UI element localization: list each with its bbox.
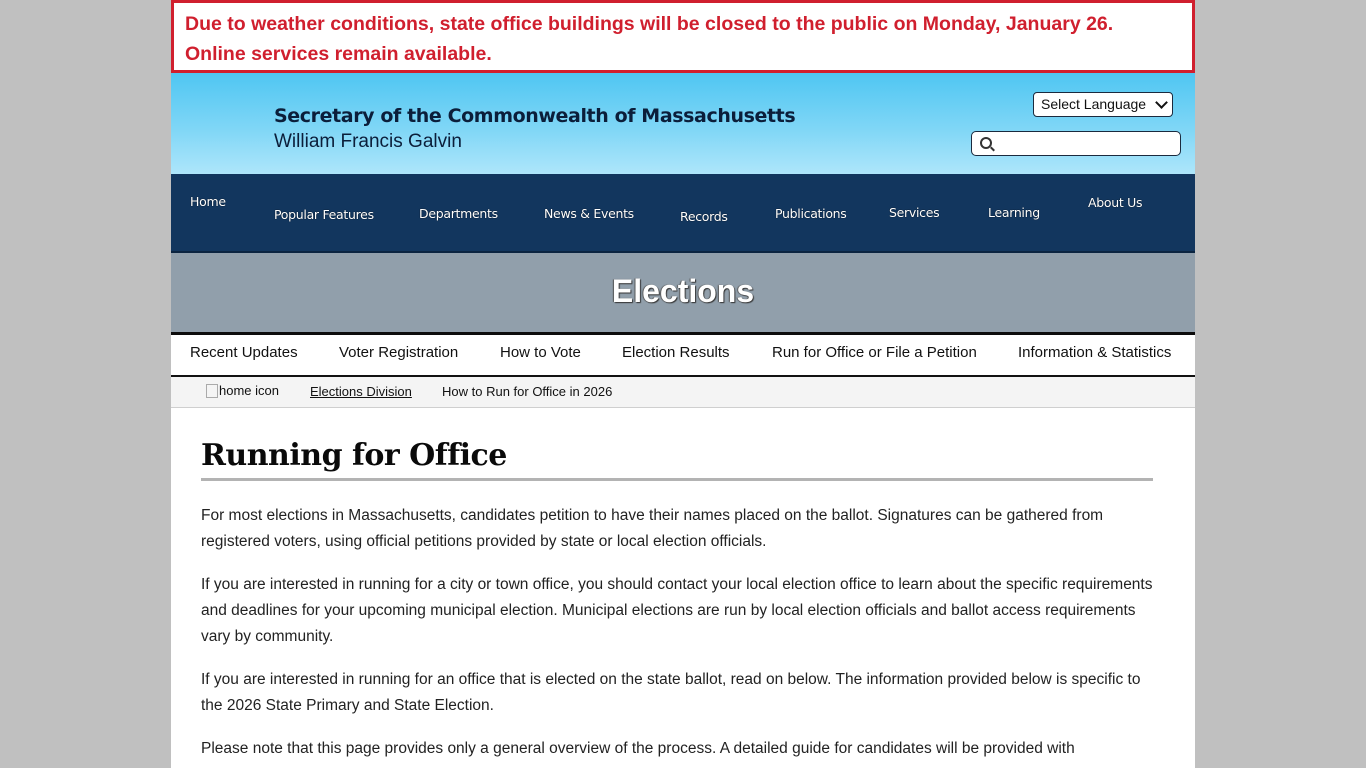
search-icon [980,137,992,149]
breadcrumb-current: How to Run for Office in 2026 [442,384,613,399]
subnav-run-for-office[interactable]: Run for Office or File a Petition [772,344,977,361]
main-nav [171,174,1195,253]
subnav-information-statistics[interactable]: Information & Statistics [1018,344,1172,361]
nav-learning[interactable]: Learning [988,205,1040,220]
home-icon-alt-text: home icon [219,383,279,398]
paragraph: Please note that this page provides only a general overview of the process. A detailed guide for candidates will be provided with [201,740,1075,757]
chevron-down-icon [1155,96,1168,109]
nav-popular-features[interactable]: Popular Features [274,207,374,222]
main-content [201,408,1153,762]
page [171,0,1195,768]
alert-line-1: Due to weather conditions, state office buildings will be closed to the public on Monday, January 26. [185,13,1114,35]
paragraph: If you are interested in running for an office that is elected on the state ballot, read on below. The information provided below is specific to the 2026 State Primary and State Election. [201,671,1141,714]
language-select-value: Select Language [1041,96,1147,112]
alert-line-2: Online services remain available. [185,43,492,65]
section-banner [171,253,1195,335]
site-subtitle: William Francis Galvin [274,131,462,152]
subnav-election-results[interactable]: Election Results [622,344,730,361]
breadcrumb-elections-division[interactable]: Elections Division [310,384,412,399]
page-title: Running for Office [201,438,1153,481]
site-title[interactable]: Secretary of the Commonwealth of Massachusetts [274,105,796,127]
site-header [171,73,1195,174]
paragraph: If you are interested in running for a city or town office, you should contact your local election office to learn about the specific requirements and deadlines for your upcoming municipal election. Municipal elections are run by local election officials and ballot access requirements vary by community. [201,576,1153,645]
weather-alert-banner [171,0,1195,73]
nav-news-events[interactable]: News & Events [544,206,634,221]
subnav-how-to-vote[interactable]: How to Vote [500,344,581,361]
paragraph: For most elections in Massachusetts, candidates petition to have their names placed on the ballot. Signatures can be gathered from registered voters, using official petitions provided by state or local election officials. [201,507,1104,550]
nav-departments[interactable]: Departments [419,206,498,221]
nav-about-us[interactable]: About Us [1088,195,1143,210]
search-input[interactable] [971,131,1181,156]
section-title: Elections [611,273,755,309]
nav-records[interactable]: Records [680,209,728,224]
subnav-recent-updates[interactable]: Recent Updates [190,344,298,361]
breadcrumb-home[interactable] [206,383,279,398]
nav-services[interactable]: Services [889,205,940,220]
breadcrumb [171,377,1195,408]
subnav-voter-registration[interactable]: Voter Registration [339,344,459,361]
language-select[interactable] [1033,92,1173,117]
nav-home[interactable]: Home [190,194,226,209]
nav-publications[interactable]: Publications [775,206,847,221]
home-icon [206,384,218,398]
elections-subnav [171,335,1195,377]
